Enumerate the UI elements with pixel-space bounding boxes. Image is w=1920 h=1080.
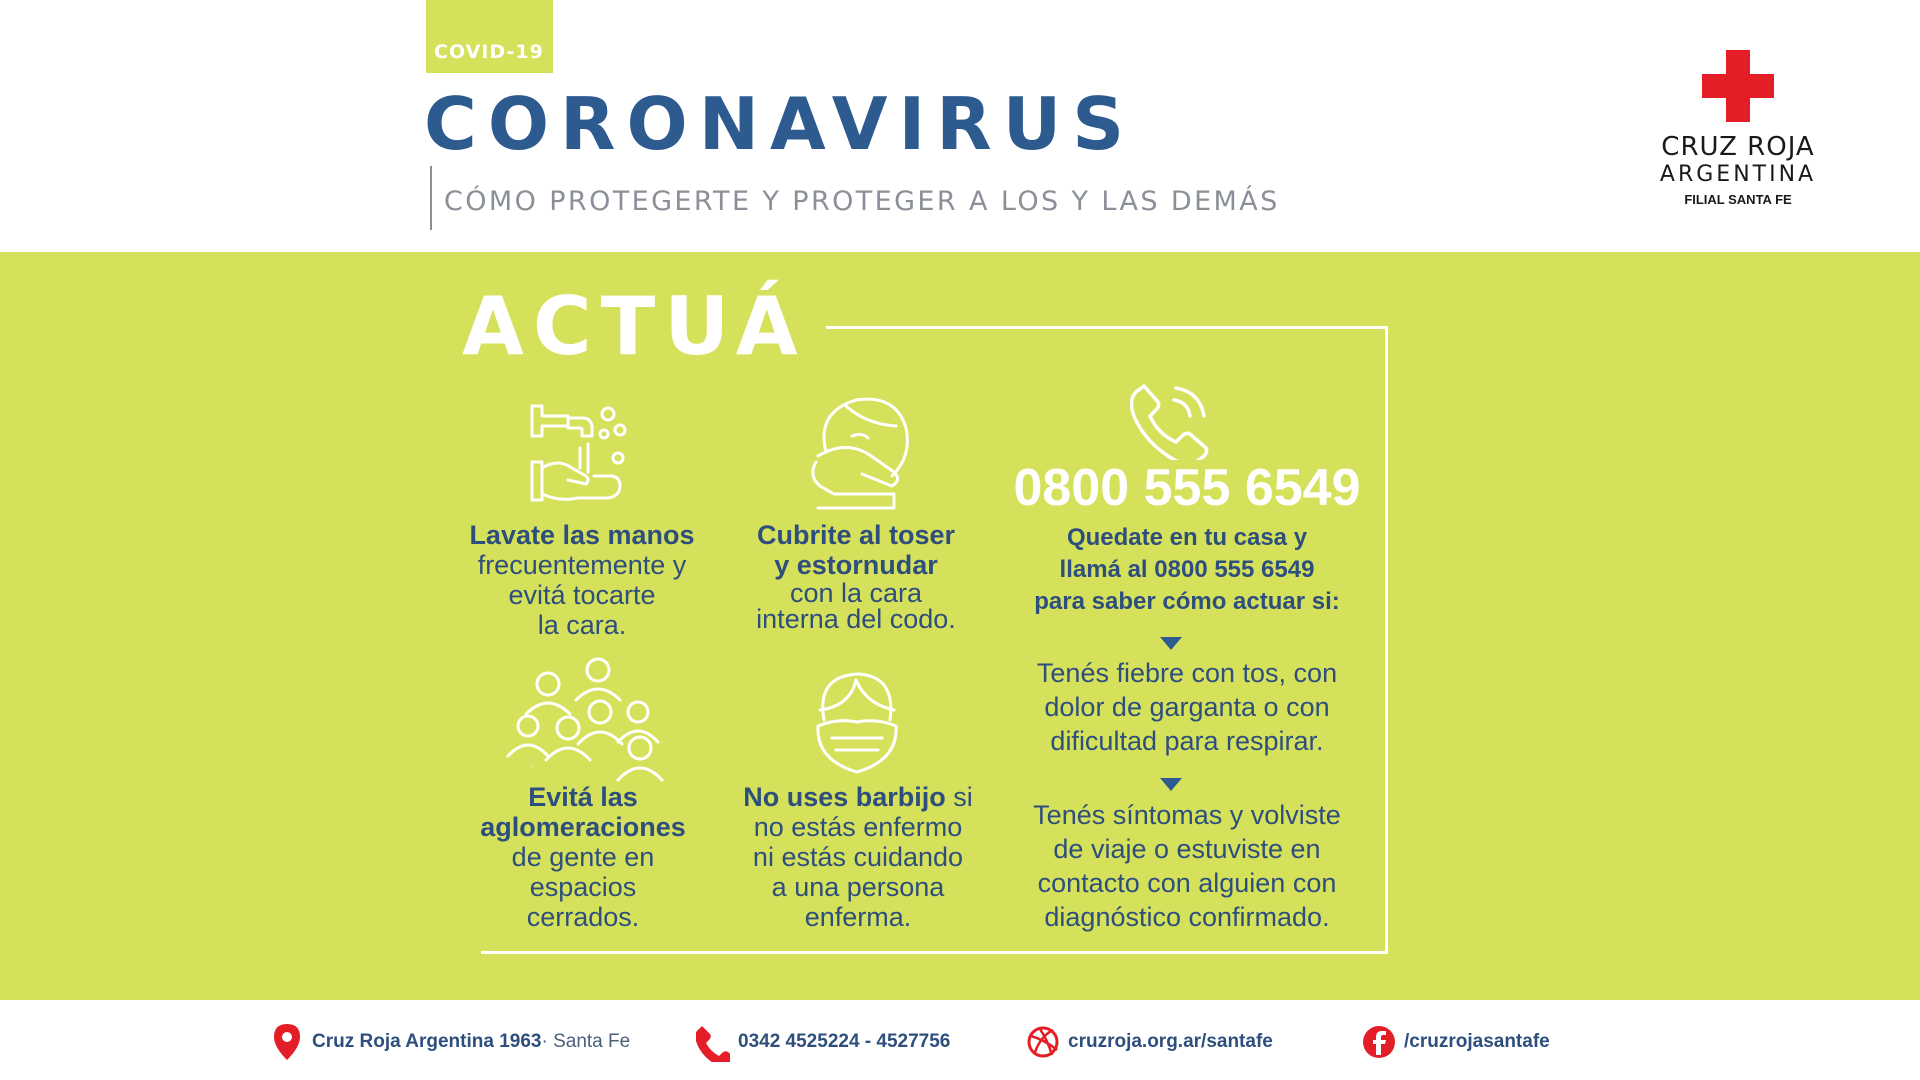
- handwash-text: [446, 520, 718, 640]
- header: [0, 0, 1920, 252]
- triangle-down-icon: [1160, 637, 1182, 650]
- cruz-roja-logo: [1650, 46, 1826, 216]
- page-title: CORONAVIRUS: [424, 82, 1136, 166]
- hotline-instructions: [992, 522, 1382, 618]
- condition-line: Tenés fiebre con tos, con: [1036, 658, 1338, 688]
- cough-line: interna del codo.: [756, 604, 956, 634]
- handwash-line: evitá tocarte: [508, 580, 656, 610]
- location-pin-icon: [270, 1022, 304, 1062]
- location-name: Cruz Roja Argentina 1963: [312, 1031, 542, 1052]
- mask-line: enferma.: [804, 902, 912, 932]
- hotline-number: 0800 555 6549: [1013, 459, 1361, 517]
- panel-frame-bottom: [481, 951, 1388, 954]
- handwash-title: Lavate las manos: [469, 520, 695, 550]
- condition-line: contacto con alguien con: [1037, 868, 1337, 898]
- crowd-title-2: aglomeraciones: [480, 812, 686, 842]
- location-city: · Santa Fe: [541, 1031, 631, 1052]
- hotline-line: para saber cómo actuar si:: [1034, 588, 1340, 615]
- condition-2: [992, 798, 1382, 934]
- mask-title-row: [728, 782, 988, 812]
- crowd-text: [450, 782, 716, 932]
- mask-text: [728, 782, 988, 932]
- cough-elbow-icon: [806, 396, 912, 510]
- cough-title-2: y estornudar: [774, 550, 938, 580]
- footer-facebook: /cruzrojasantafe: [1404, 1031, 1550, 1052]
- red-cross-icon: [1702, 50, 1774, 122]
- crowd-line: cerrados.: [526, 902, 640, 932]
- footer-web-link[interactable]: [1026, 1022, 1273, 1062]
- crowd-icon: [504, 656, 664, 782]
- mask-line: a una persona: [771, 872, 945, 902]
- cough-title-1: Cubrite al toser: [756, 520, 956, 550]
- face-mask-icon: [814, 670, 900, 774]
- subtitle-divider: [430, 166, 432, 230]
- condition-line: diagnóstico confirmado.: [1044, 902, 1330, 932]
- crowd-title-1: Evitá las: [528, 782, 638, 812]
- hotline-line: llamá al 0800 555 6549: [1059, 556, 1315, 583]
- web-globe-icon: [1026, 1022, 1060, 1062]
- footer-website: cruzroja.org.ar/santafe: [1068, 1031, 1273, 1052]
- covid-badge: [426, 0, 553, 73]
- footer-facebook-link[interactable]: [1362, 1022, 1550, 1062]
- mask-title-suffix: si: [945, 782, 973, 812]
- facebook-icon: [1362, 1022, 1396, 1062]
- handwash-icon: [528, 402, 636, 510]
- crowd-line: espacios: [529, 872, 637, 902]
- mask-title: No uses barbijo: [743, 782, 946, 812]
- hotline-line: Quedate en tu casa y: [1066, 524, 1308, 551]
- condition-line: de viaje o estuviste en: [1053, 834, 1321, 864]
- footer-phone-numbers: 0342 4525224 - 4527756: [738, 1031, 951, 1052]
- condition-1: [992, 656, 1382, 758]
- triangle-down-icon: [1160, 778, 1182, 791]
- condition-line: dificultad para respirar.: [1050, 726, 1324, 756]
- handwash-line: la cara.: [537, 610, 627, 640]
- handwash-line: frecuentemente y: [477, 550, 687, 580]
- covid-badge-label: COVID-19: [434, 41, 544, 63]
- cough-text: [724, 520, 988, 632]
- cough-line: con la cara: [789, 578, 923, 608]
- logo-line-3: FILIAL SANTA FE: [1684, 192, 1792, 207]
- logo-line-2: ARGENTINA: [1659, 162, 1817, 187]
- footer-phones[interactable]: [696, 1022, 950, 1062]
- condition-line: Tenés síntomas y volviste: [1033, 800, 1341, 830]
- logo-line-1: CRUZ ROJA: [1661, 132, 1815, 162]
- mask-line: no estás enfermo: [753, 812, 963, 842]
- actua-heading: ACTUÁ: [462, 280, 807, 373]
- crowd-line: de gente en: [511, 842, 655, 872]
- phone-icon: [696, 1022, 730, 1062]
- mask-line: ni estás cuidando: [752, 842, 964, 872]
- footer-location: [270, 1022, 630, 1062]
- phone-icon: [1130, 380, 1210, 460]
- page-subtitle: CÓMO PROTEGERTE Y PROTEGER A LOS Y LAS DEMÁS: [444, 186, 1280, 217]
- condition-line: dolor de garganta o con: [1044, 692, 1330, 722]
